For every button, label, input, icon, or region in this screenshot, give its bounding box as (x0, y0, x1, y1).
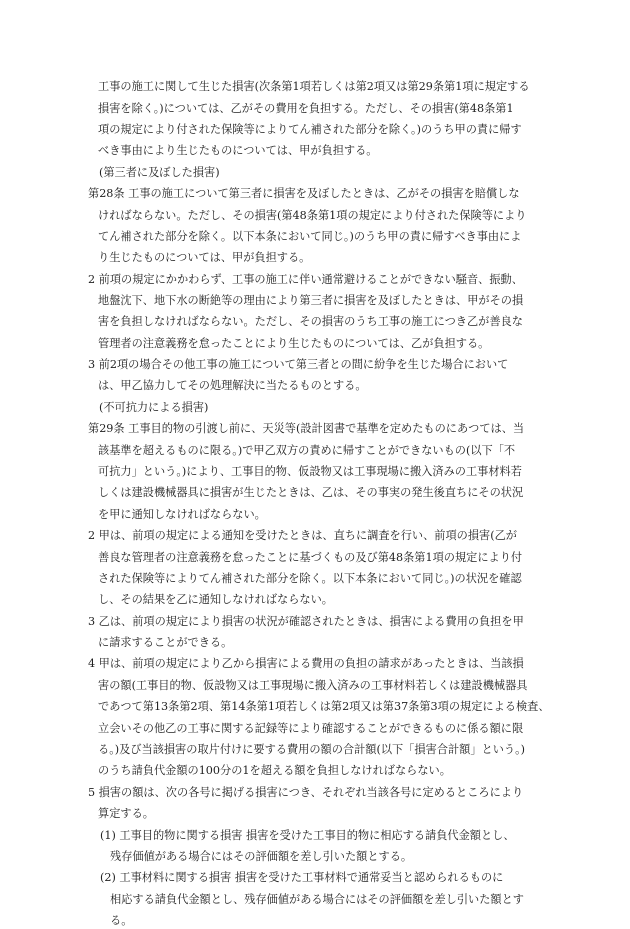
paragraph-start: 4 甲は、前項の規定により乙から損害による費用の負担の請求があったときは、当該損 (88, 657, 524, 670)
paragraph-start: 3 前2項の場合その他工事の施工について第三者との間に紛争を生じた場合において (88, 358, 509, 371)
list-item-start: (1) 工事目的物に関する損害 損害を受けた工事目的物に相応する請負代金額とし、 (100, 829, 515, 842)
text-line: 害を負担しなければならない。ただし、その損害のうち工事の施工につき乙が善良な (98, 315, 523, 328)
text-line: ければならない。ただし、その損害(第48条第1項の規定により付された保険等により (98, 209, 527, 222)
text-line: された保険等によりてん補された部分を除く。以下本条において同じ。)の状況を確認 (98, 572, 522, 585)
text-line: 工事の施工に関して生じた損害(次条第1項若しくは第2項又は第29条第1項に規定する (98, 80, 530, 93)
text-line: 地盤沈下、地下水の断絶等の理由により第三者に損害を及ぼしたときは、甲がその損 (98, 294, 524, 307)
text-line: 該基準を超えるものに限る。)で甲乙双方の責めに帰すことができないもの(以下「不 (98, 444, 516, 457)
text-line: 立会いその他乙の工事に関する記録等により確認することができるものに係る額に限 (98, 722, 524, 735)
text-line: のうち請負代金額の100分の1を超える額を負担しなければならない。 (98, 764, 451, 777)
section-heading: (第三者に及ぼした損害) (99, 166, 220, 179)
article-heading-line: 第28条 工事の施工について第三者に損害を及ぼしたときは、乙がその損害を賠償しな (88, 187, 520, 200)
text-line: べき事由により生じたものについては、甲が負担する。 (98, 144, 378, 157)
text-line: 相応する請負代金額とし、残存価値がある場合にはその評価額を差し引いた額とす (110, 893, 524, 906)
text-line: 項の規定により付された保険等によりてん補された部分を除く。)のうち甲の責に帰す (98, 123, 522, 136)
section-heading: (不可抗力による損害) (99, 401, 209, 414)
text-line: は、甲乙協力してその処理解決に当たるものとする。 (98, 379, 367, 392)
text-line: であつて第13条第2項、第14条第1項若しくは第2項又は第37条第3項の規定による検査、 (98, 700, 550, 713)
list-item-start: (2) 工事材料に関する損害 損害を受けた工事材料で通常妥当と認められるものに (100, 871, 504, 884)
paragraph-start: 5 損害の額は、次の各号に掲げる損害につき、それぞれ当該各号に定めるところにより (88, 786, 524, 799)
article-heading-line: 第29条 工事目的物の引渡し前に、天災等(設計図書で基準を定めたものにあつては、当 (88, 422, 525, 435)
text-line: 善良な管理者の注意義務を怠ったことに基づくもの及び第48条第1項の規定により付 (98, 551, 523, 564)
text-line: 算定する。 (98, 807, 154, 820)
text-line: る。)及び当該損害の取片付けに要する費用の額の合計額(以下「損害合計額」という。) (98, 743, 526, 756)
text-line: り生じたものについては、甲が負担する。 (98, 251, 311, 264)
text-line: てん補された部分を除く。以下本条において同じ。)のうち甲の責に帰すべき事由によ (98, 230, 522, 243)
text-line: し、その結果を乙に通知しなければならない。 (98, 593, 333, 606)
text-line: る。 (110, 914, 133, 927)
text-line: 管理者の注意義務を怠ったことにより生じたものについては、乙が負担する。 (98, 337, 490, 350)
text-line: 残存価値がある場合にはその評価額を差し引いた額とする。 (110, 850, 413, 863)
paragraph-start: 2 甲は、前項の規定による通知を受けたときは、直ちに調査を行い、前項の損害(乙が (88, 529, 517, 542)
text-line: しくは建設機械器具に損害が生じたときは、乙は、その事実の発生後直ちにその状況 (98, 486, 524, 499)
paragraph-start: 3 乙は、前項の規定により損害の状況が確認されたときは、損害による費用の負担を甲 (88, 615, 524, 628)
text-line: を甲に通知しなければならない。 (98, 508, 266, 521)
text-line: 損害を除く。)については、乙がその費用を負担する。ただし、その損害(第48条第1 (98, 102, 514, 115)
paragraph-start: 2 前項の規定にかかわらず、工事の施工に伴い通常避けることができない騒音、振動、 (88, 273, 523, 286)
text-line: に請求することができる。 (98, 636, 233, 649)
text-line: 可抗力」という。)により、工事目的物、仮設物又は工事現場に搬入済みの工事材料若 (98, 465, 522, 478)
text-line: 害の額(工事目的物、仮設物又は工事現場に搬入済みの工事材料若しくは建設機械器具 (98, 679, 528, 692)
